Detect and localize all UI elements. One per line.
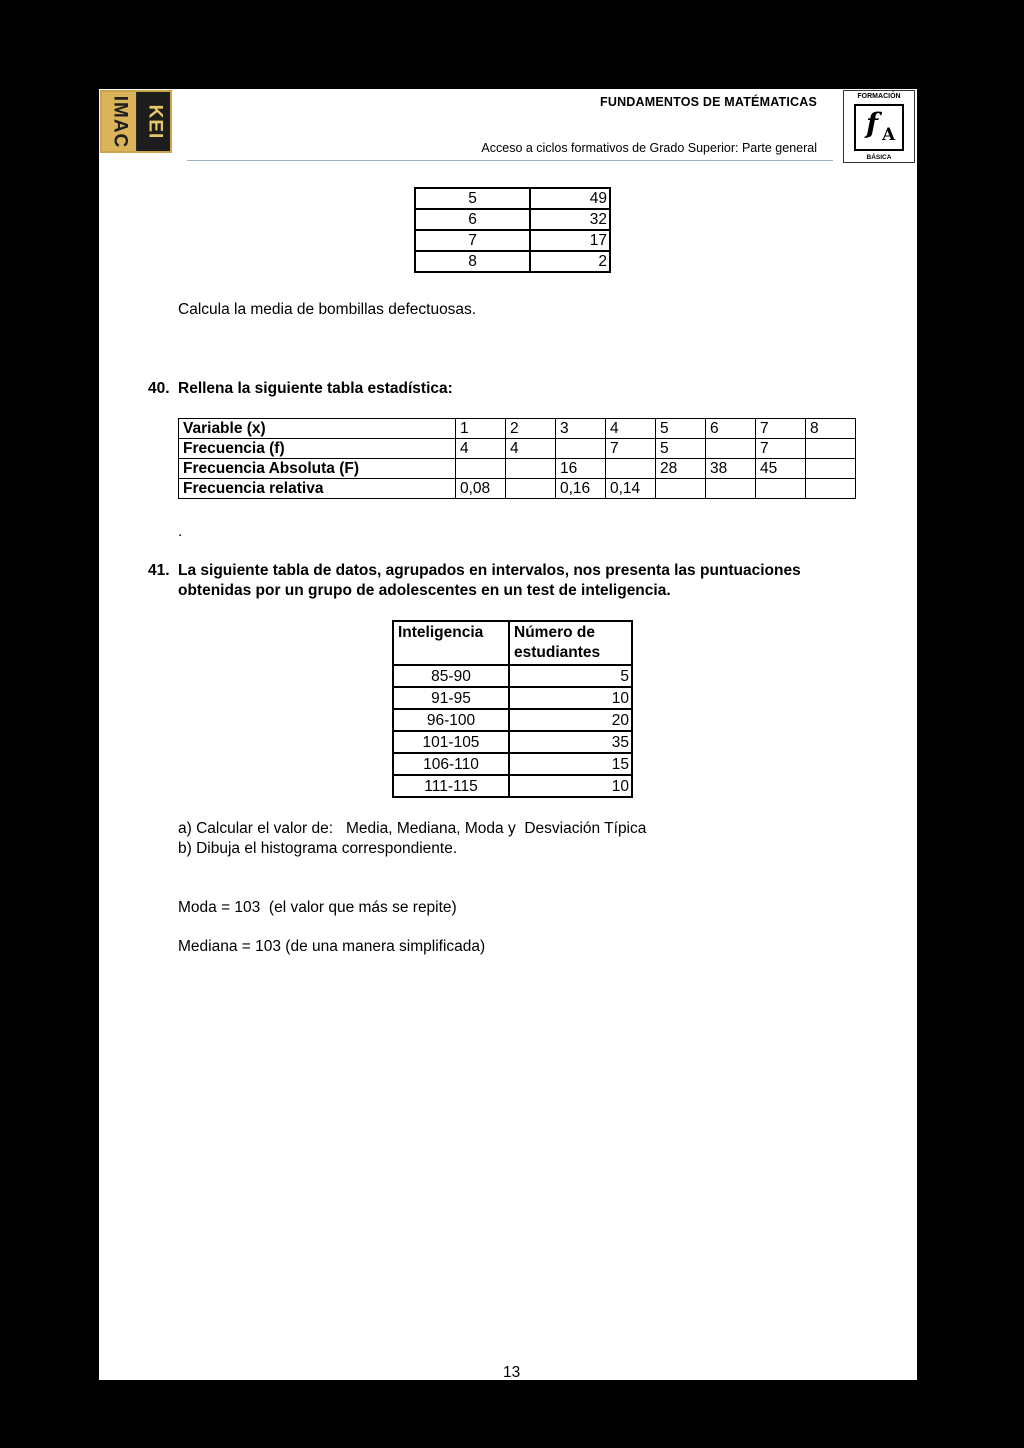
table-cell: 5 (415, 188, 530, 209)
document-page (99, 89, 917, 1380)
table-cell: 6 (706, 419, 756, 439)
table-row (393, 731, 632, 753)
question-40-number: 40. (148, 380, 170, 397)
table-cell (706, 479, 756, 499)
instruction-39: Calcula la media de bombillas defectuosas. (178, 301, 477, 318)
logo-top-text: FORMACIÓN (857, 93, 901, 100)
table-row (393, 687, 632, 709)
table-row (415, 230, 610, 251)
table-cell: 0,14 (606, 479, 656, 499)
logo-mark-a: A (882, 125, 896, 145)
table-cell (706, 439, 756, 459)
table-cell: 28 (656, 459, 706, 479)
logo-right-text: KEI (144, 104, 165, 139)
table-cell: 4 (606, 419, 656, 439)
question-41-line-2: obtenidas por un grupo de adolescentes en un test de inteligencia. (178, 582, 671, 599)
table-row (393, 709, 632, 731)
table-cell: 32 (530, 209, 610, 230)
table-cell (456, 459, 506, 479)
header-divider (187, 160, 833, 161)
table-cell: 8 (806, 419, 856, 439)
question-41-part-b: b) Dibuja el histograma correspondiente. (178, 840, 458, 857)
table-cell: 10 (509, 687, 632, 709)
table-cell: 111-115 (393, 775, 509, 797)
table-cell: 6 (415, 209, 530, 230)
table-cell: 4 (506, 439, 556, 459)
header-numero-estudiantes (509, 621, 632, 665)
logo-bottom-text: BÁSICA (866, 154, 892, 161)
table-cell: 0,16 (556, 479, 606, 499)
table-header-row (393, 621, 632, 665)
question-41-part-a: a) Calcular el valor de: Media, Mediana, Moda y Desviación Típica (178, 820, 647, 837)
logo-left-text: IMAC (109, 95, 130, 148)
table-cell: 7 (415, 230, 530, 251)
separator-dot: . (178, 523, 183, 540)
table-row (415, 188, 610, 209)
table-cell: 5 (509, 665, 632, 687)
table-cell: 3 (556, 419, 606, 439)
table-cell: 17 (530, 230, 610, 251)
table-row (179, 459, 856, 479)
logo-mark (854, 104, 904, 151)
table-cell (806, 439, 856, 459)
table-cell: 106-110 (393, 753, 509, 775)
table-cell (806, 479, 856, 499)
question-41-number: 41. (148, 562, 170, 579)
table-cell: 5 (656, 419, 706, 439)
table-row (393, 775, 632, 797)
moda-answer: Moda = 103 (el valor que más se repite) (178, 899, 457, 916)
table-cell: 5 (656, 439, 706, 459)
table-cell (506, 459, 556, 479)
table-cell (506, 479, 556, 499)
table-cell: 15 (509, 753, 632, 775)
intelligence-table (392, 620, 633, 798)
imac-kei-logo (100, 90, 172, 153)
question-40-text: Rellena la siguiente tabla estadística: (178, 380, 453, 397)
table-cell (556, 439, 606, 459)
table-row (179, 479, 856, 499)
header-title: FUNDAMENTOS DE MATÉMATICAS (600, 95, 817, 109)
table-cell: 1 (456, 419, 506, 439)
logo-mark-f: f (866, 107, 879, 140)
table-cell: 8 (415, 251, 530, 272)
table-cell: 16 (556, 459, 606, 479)
table-cell: 2 (530, 251, 610, 272)
row-label: Frecuencia (f) (179, 439, 456, 459)
mediana-answer: Mediana = 103 (de una manera simplificada) (178, 938, 486, 955)
table-cell: 38 (706, 459, 756, 479)
table-cell (756, 479, 806, 499)
table-cell: 7 (606, 439, 656, 459)
table-row (393, 665, 632, 687)
table-row (415, 209, 610, 230)
table-row (393, 753, 632, 775)
row-label: Frecuencia Absoluta (F) (179, 459, 456, 479)
table-cell: 7 (756, 419, 806, 439)
table-cell: 96-100 (393, 709, 509, 731)
page-number: 13 (503, 1364, 521, 1380)
statistics-table (178, 418, 856, 499)
table-cell: 10 (509, 775, 632, 797)
table-cell (656, 479, 706, 499)
question-41-line-1: La siguiente tabla de datos, agrupados en intervalos, nos presenta las puntuaciones (178, 562, 801, 579)
table-cell: 7 (756, 439, 806, 459)
header-inteligencia: Inteligencia (393, 621, 509, 665)
table-cell: 20 (509, 709, 632, 731)
header-line-1: Número de (514, 624, 595, 641)
row-label: Frecuencia relativa (179, 479, 456, 499)
table-cell (806, 459, 856, 479)
table-cell: 85-90 (393, 665, 509, 687)
header-subtitle: Acceso a ciclos formativos de Grado Superior: Parte general (481, 141, 817, 155)
table-cell: 35 (509, 731, 632, 753)
table-cell: 4 (456, 439, 506, 459)
table-row (179, 439, 856, 459)
header-line-2: estudiantes (514, 644, 601, 661)
bombillas-table (414, 187, 611, 273)
table-cell: 49 (530, 188, 610, 209)
table-cell (606, 459, 656, 479)
table-cell: 0,08 (456, 479, 506, 499)
table-cell: 2 (506, 419, 556, 439)
row-label: Variable (x) (179, 419, 456, 439)
formacion-basica-logo (843, 90, 915, 163)
table-cell: 91-95 (393, 687, 509, 709)
table-cell: 101-105 (393, 731, 509, 753)
table-cell: 45 (756, 459, 806, 479)
table-row (179, 419, 856, 439)
table-row (415, 251, 610, 272)
